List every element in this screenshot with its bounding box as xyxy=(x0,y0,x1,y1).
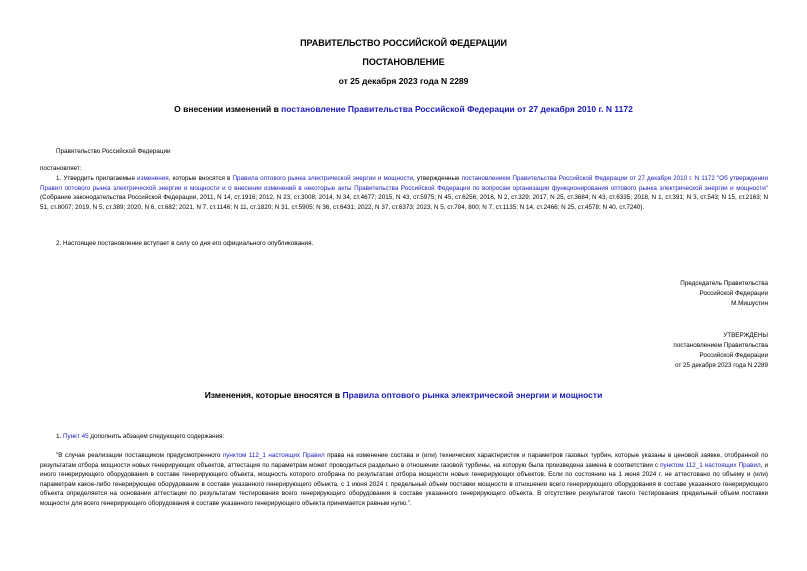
signature-line-2: Российской Федерации xyxy=(699,290,768,297)
title-link[interactable]: постановление Правительства Российской Федерации от 27 декабря 2010 г. N 1172 xyxy=(281,104,633,114)
government-heading: ПРАВИТЕЛЬСТВО РОССИЙСКОЙ ФЕДЕРАЦИИ xyxy=(300,38,507,48)
document-title xyxy=(0,104,807,114)
paragraph-1 xyxy=(40,174,768,212)
changes-title xyxy=(0,390,807,400)
p1-text-c: , утвержденные xyxy=(413,175,462,182)
doc-type-heading: ПОСТАНОВЛЕНИЕ xyxy=(362,57,445,67)
changes-title-prefix: Изменения, которые вносятся в xyxy=(204,390,343,400)
quote-text-a: "В случае реализации поставщиком предусмотренного xyxy=(56,452,223,459)
date-number-heading: от 25 декабря 2023 года N 2289 xyxy=(338,76,469,86)
quoted-paragraph xyxy=(40,451,768,509)
p1-text-a: 1. Утвердить прилагаемые xyxy=(56,175,138,182)
title-prefix: О внесении изменений в xyxy=(174,104,282,114)
quote-text-c: , и иного генерирующего оборудования в составе генерирующего объекта, мощность которого отобрана по результатам отбора мощности новых генерирующих объектов. Если по состоянию на 1 июня 2024 г. не аттестовано по объему и (или) параметрам какое-либо генерирующее оборудование в составе указанного генерирующего объекта, с 1 июня 2024 г. предельный объем поставки мощности в отношении всего генерирующего оборудования в составе указанного генерирующего объекта определяется на основании аттестации по результатам тестирования всего генерирующего оборудования в составе указанного генерирующего объекта. В отсутствие результатов такого тестирования предельный объем поставки мощности для всего генерирующего оборудования в составе указанного генерирующего объекта принимается равным нулю.". xyxy=(40,461,768,507)
decree-word: постановляет: xyxy=(40,165,82,172)
decree-1172-link[interactable]: постановлением Правительства Российской Федерации от 27 декабря 2010 г. N 1172 "Об утверждении Правил оптового рынка электрической энергии и мощности и о внесении изменений в некоторые акты Правительства Российской Федерации по вопросам организации функционирования оптового рынка электрической энергии и мощности" xyxy=(40,175,768,192)
p1-text-d: (Собрание законодательства Российской Федерации, 2011, N 14, ст.1916; 2012, N 23, ст.3008; 2014, N 34, ст.4677; 2015, N 43, ст.5975; N 45, ст.6256; 2016, N 2, ст.329; 2017, N 25, ст.3684; N 43, ст.6335; 2018, N 1, ст.391; N 3, ст.543; N 15, ст.2163; N 51, ст.8007; 2019, N 5, ст.389; 2020, N 6, ст.682; 2021, N 7, ст.1146; N 11, ст.1820; N 31, ст.5905; N 36, ст.6431; 2022, N 37, ст.6373; 2023, N 5, ст.784, 800; N 7, ст.1135; N 14, ст.2466; N 25, ст.4578; N 40, ст.7240). xyxy=(40,194,768,211)
approval-line-3: Российской Федерации xyxy=(699,352,768,359)
item1-link[interactable]: Пункт 45 xyxy=(63,433,89,440)
approval-line-2: постановлением Правительства xyxy=(673,342,768,349)
signature-line-1: Председатель Правительства xyxy=(680,280,768,287)
quote-link-1[interactable]: пунктом 112_1 настоящих Правил xyxy=(222,452,325,459)
approval-block xyxy=(580,331,768,371)
changes-title-link[interactable]: Правила оптового рынка электрической энергии и мощности xyxy=(342,390,603,400)
rules-link[interactable]: Правила оптового рынка электрической энергии и мощности xyxy=(232,175,414,182)
item1-suffix: дополнить абзацем следующего содержания: xyxy=(88,433,225,440)
changes-link[interactable]: изменения xyxy=(137,175,169,182)
item1-prefix: 1. xyxy=(56,433,64,440)
approval-line-4: от 25 декабря 2023 года N 2289 xyxy=(674,362,768,369)
signature-block xyxy=(580,279,768,309)
p1-text-b: , которые вносятся в xyxy=(168,175,233,182)
change-item-1 xyxy=(56,432,224,442)
paragraph-2: 2. Настоящее постановление вступает в силу со дня его официального опубликования. xyxy=(56,240,314,247)
quote-text-b: права на изменение состава и (или) технических характеристик и параметров газовых турбин, которые указаны в ценовой заявке, отобранной по результатам отбора мощности новых генерирующих объектов, аттестация по параметрам может проводиться раздельно в отношении газовой турбины, на которую была произведена замена в соответствии с xyxy=(40,452,768,469)
signature-line-3: М.Мишустин xyxy=(731,300,768,307)
government-line: Правительство Российской Федерации xyxy=(56,148,171,155)
approval-line-1: УТВЕРЖДЕНЫ xyxy=(723,332,768,339)
quote-link-2[interactable]: пунктом 112_1 настоящих Правил xyxy=(660,461,761,469)
